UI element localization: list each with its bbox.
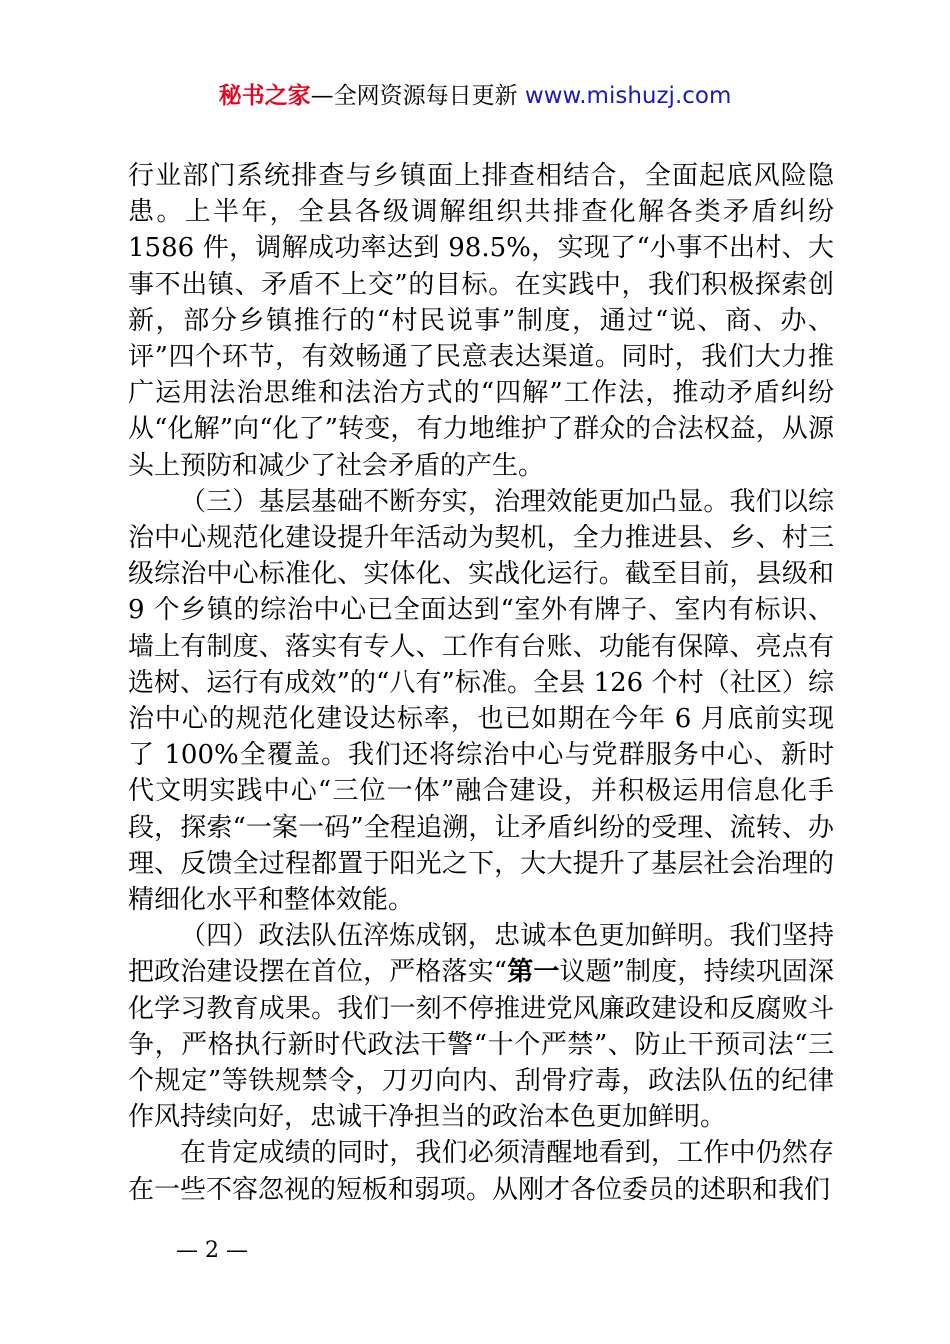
page-header xyxy=(0,80,950,112)
paragraph-3-text-end: 议题”制度，持续巩固深化学习教育成果。我们一刻不停推进党风廉政建设和反腐败斗争，严格执行新时代政法干警“十个严禁”、防止干预司法“三个规定”等铁规禁令，刀刃向内、刮骨疗毒，政法队伍的纪律作风持续向好，忠诚干净担当的政治本色更加鲜明。 xyxy=(128,957,835,1133)
paragraph-3 xyxy=(128,918,834,1135)
page-number: — 2 — xyxy=(176,1238,248,1263)
website-link[interactable]: www.mishuzj.com xyxy=(524,83,732,109)
paragraph-1: 行业部门系统排查与乡镇面上排查相结合，全面起底风险隐患。上半年，全县各级调解组织共排查化解各类矛盾纠纷 1586 件，调解成功率达到 98.5%，实现了“小事不出村、大事不出镇、矛盾不上交”的目标。在实践中，我们积极探索创新，部分乡镇推行的“村民说事”制度，通过“说、商、办、评”四个环节，有效畅通了民意表达渠道。同时，我们大力推广运用法治思维和法治方式的“四解”工作法，推动矛盾纠纷从“化解”向“化了”转变，有力地维护了群众的合法权益，从源头上预防和减少了社会矛盾的产生。 xyxy=(128,161,834,481)
header-tagline: —全网资源每日更新 xyxy=(310,83,525,109)
paragraph-3-bold-text: 第一 xyxy=(507,957,560,988)
brand-name: 秘书之家 xyxy=(218,83,311,109)
document-body xyxy=(128,158,834,1208)
paragraph-3-text-start: （四）政法队伍淬炼成钢，忠诚本色更加鲜明。我们坚持把政治建设摆在首位，严格落实“ xyxy=(128,921,834,988)
paragraph-4: 在肯定成绩的同时，我们必须清醒地看到，工作中仍然存在一些不容忽视的短板和弱项。从刚才各位委员的述职和我们 xyxy=(128,1138,834,1205)
paragraph-2: （三）基层基础不断夯实，治理效能更加凸显。我们以综治中心规范化建设提升年活动为契机，全力推进县、乡、村三级综治中心标准化、实体化、实战化运行。截至目前，县级和 9 个乡镇的综治中心已全面达到“室外有牌子、室内有标识、墙上有制度、落实有专人、工作有台账、功能有保障、亮点有选树、运行有成效”的“八有”标准。全县 126 个村（社区）综治中心的规范化建设达标率，也已如期在今年 6 月底前实现了 100%全覆盖。我们还将综治中心与党群服务中心、新时代文明实践中心“三位一体”融合建设，并积极运用信息化手段，探索“一案一码”全程追溯，让矛盾纠纷的受理、流转、办理、反馈全过程都置于阳光之下，大大提升了基层社会治理的精细化水平和整体效能。 xyxy=(128,486,834,916)
